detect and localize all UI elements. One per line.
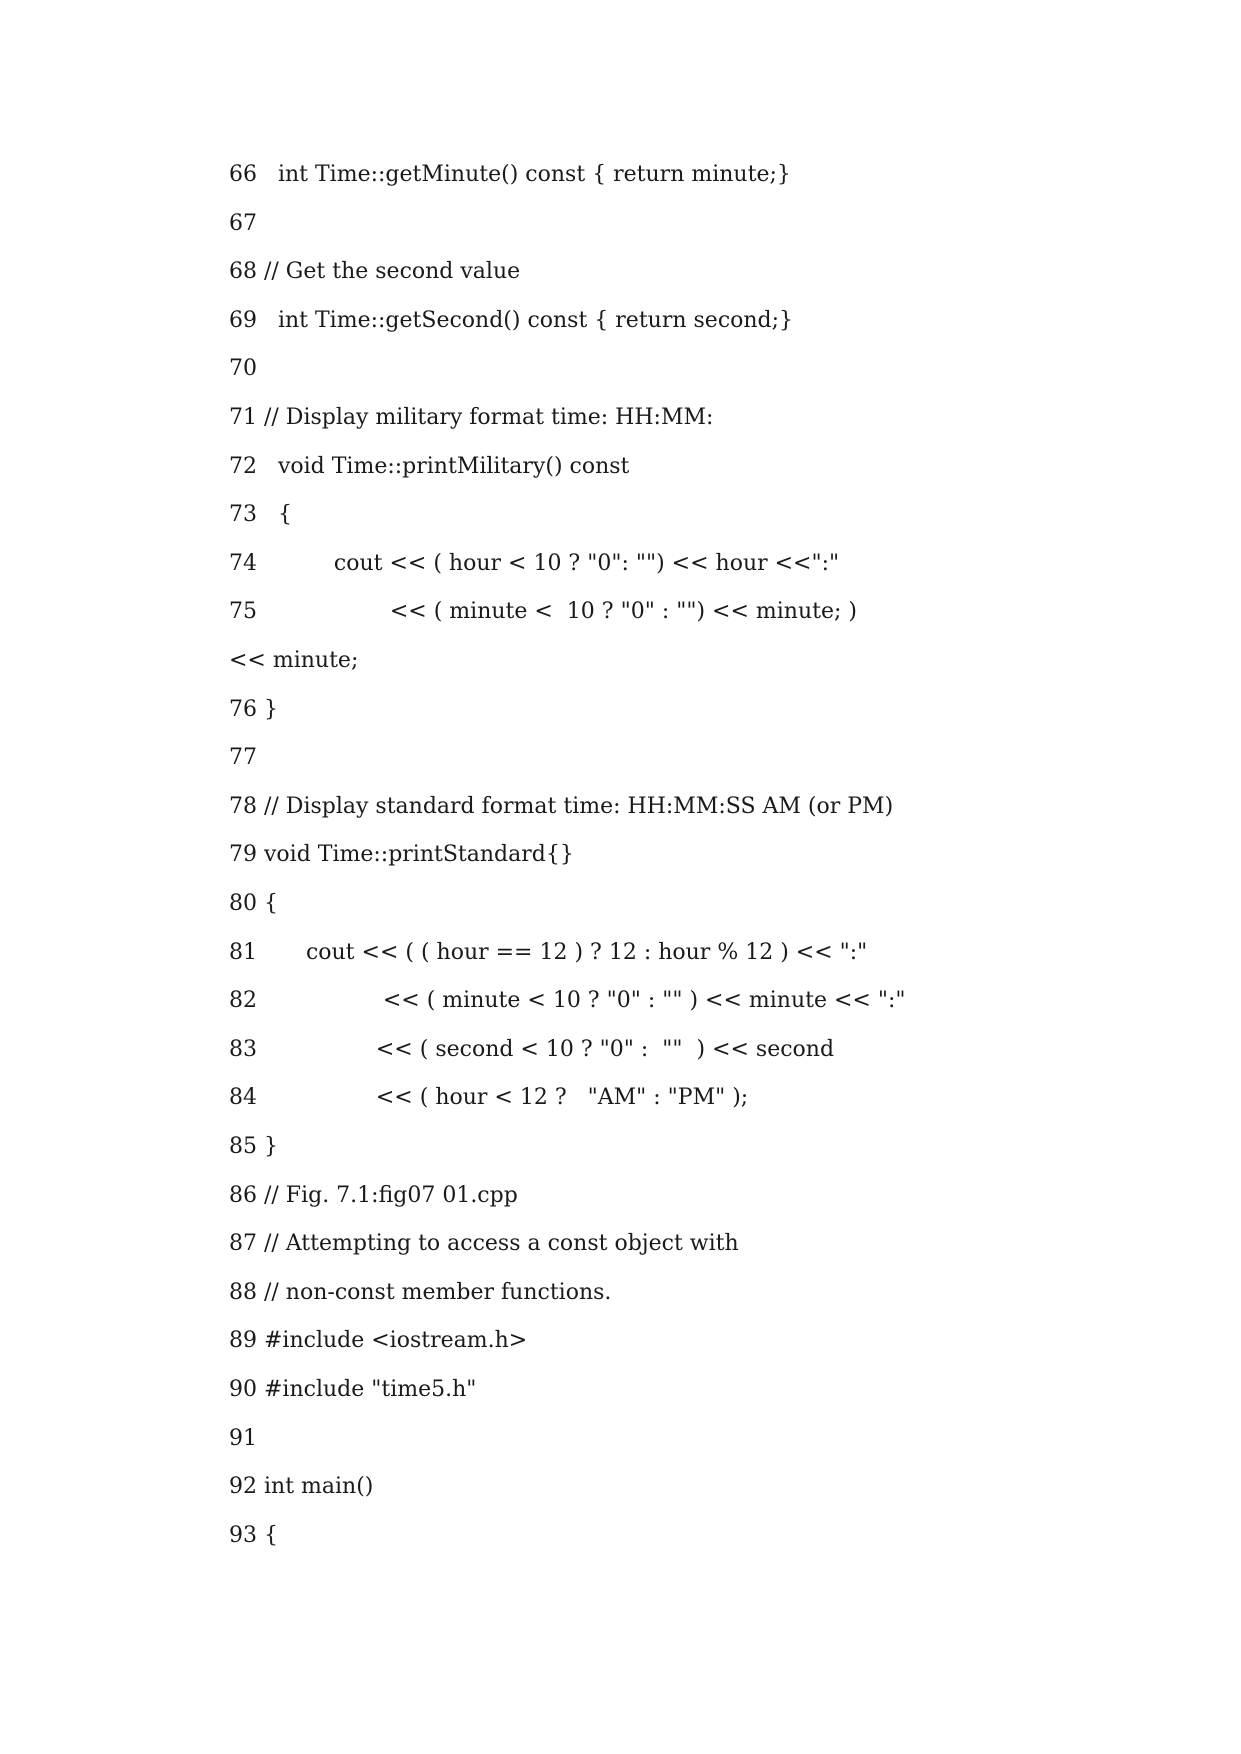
code-line: 74 cout << ( hour < 10 ? "0": "") << hour <<":" [229,551,840,576]
code-line: 69 int Time::getSecond() const { return second;} [229,308,794,333]
code-line: 89 #include <iostream.h> [229,1328,528,1353]
code-line: 72 void Time::printMilitary() const [229,454,630,479]
code-line: << minute; [229,648,359,673]
code-line: 83 << ( second < 10 ? "0" : "" ) << second [229,1037,835,1062]
code-line: 77 [229,745,257,770]
code-line: 71 // Display military format time: HH:MM: [229,405,714,430]
code-line: 82 << ( minute < 10 ? "0" : "" ) << minute << ":" [229,988,906,1013]
code-line: 67 [229,211,257,236]
code-line: 93 { [229,1523,278,1548]
code-line: 76 } [229,697,278,722]
code-line: 87 // Attempting to access a const object with [229,1231,739,1256]
code-line: 78 // Display standard format time: HH:MM:SS AM (or PM) [229,794,894,819]
code-line: 79 void Time::printStandard{} [229,842,574,867]
code-line: 85 } [229,1134,278,1159]
code-line: 75 << ( minute < 10 ? "0" : "") << minute; ) [229,599,857,624]
code-line: 73 { [229,502,292,527]
code-line: 91 [229,1426,257,1451]
code-line: 66 int Time::getMinute() const { return minute;} [229,162,791,187]
code-line: 84 << ( hour < 12 ? "AM" : "PM" ); [229,1085,749,1110]
code-line: 88 // non-const member functions. [229,1280,612,1305]
code-line: 80 { [229,891,278,916]
code-line: 92 int main() [229,1474,374,1499]
code-line: 70 [229,356,257,381]
code-line: 68 // Get the second value [229,259,521,284]
code-line: 86 // Fig. 7.1:fig07 01.cpp [229,1183,518,1208]
code-line: 90 #include "time5.h" [229,1377,477,1402]
code-line: 81 cout << ( ( hour == 12 ) ? 12 : hour % 12 ) << ":" [229,940,868,965]
